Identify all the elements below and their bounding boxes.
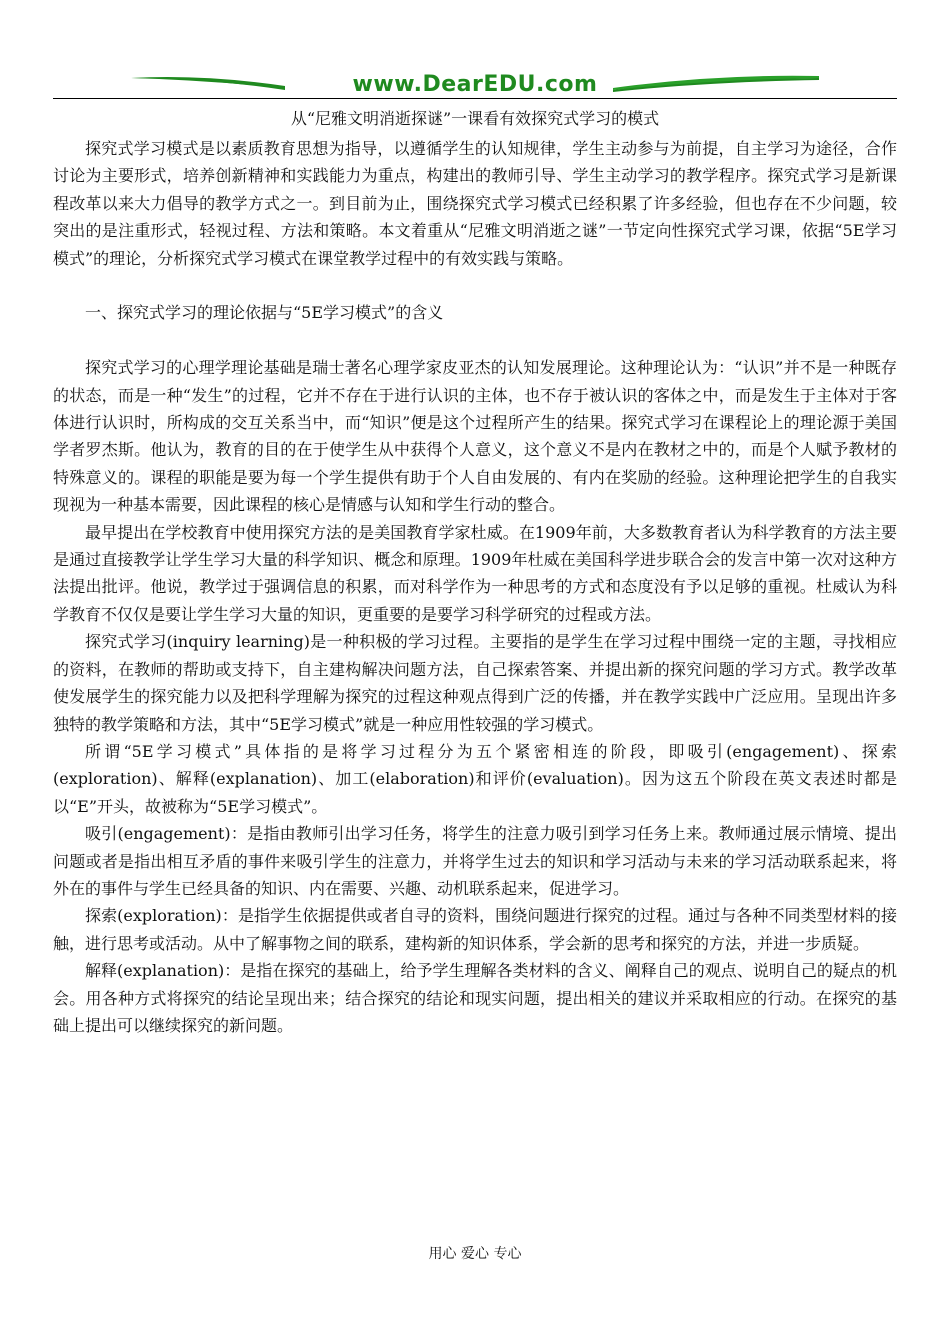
paragraph: 探究式学习的心理学理论基础是瑞士著名心理学家皮亚杰的认知发展理论。这种理论认为：“认识”并不是一种既存的状态，而是一种“发生”的过程，它并不存在于进行认识的主体，也不存于被认识的客体之中，而是发生于主体对于客体进行认识时，所构成的交互关系当中，而“知识”便是这个过程所产生的结果。探究式学习在课程论上的理论源于美国学者罗杰斯。他认为，教育的目的在于使学生从中获得个人意义，这个意义不是内在教材之中的，而是个人赋予教材的特殊意义的。课程的职能是要为每一个学生提供有助于个人自由发展的、有内在奖励的经验。这种理论把学生的自我实现视为一种基本需要，因此课程的核心是情感与认知和学生行动的整合。 bbox=[53, 358, 897, 515]
paragraph: 解释(explanation)：是指在探究的基础上，给予学生理解各类材料的含义、阐释自己的观点、说明自己的疑点的机会。用各种方式将探究的结论呈现出来；结合探究的结论和现实问题，提出相关的建议并采取相应的行动。在探究的基础上提出可以继续探究的新问题。 bbox=[53, 961, 897, 1035]
paragraph: 探索(exploration)：是指学生依据提供或者自寻的资料，围绕问题进行探究的过程。通过与各种不同类型材料的接触，进行思考或活动。从中了解事物之间的联系，建构新的知识体系，学会新的思考和探究的方法，并进一步质疑。 bbox=[53, 906, 897, 953]
document-title: 从“尼雅文明消逝探谜”一课看有效探究式学习的模式 bbox=[290, 109, 660, 128]
document-body bbox=[53, 135, 897, 1039]
spacer bbox=[53, 272, 897, 299]
paragraph: 最早提出在学校教育中使用探究方法的是美国教育学家杜威。在1909年前，大多数教育者认为科学教育的方法主要是通过直接教学让学生学习大量的科学知识、概念和原理。1909年杜威在美国科学进步联合会的发言中第一次对这种方法提出批评。他说，教学过于强调信息的积累，而对科学作为一种思考的方式和态度没有予以足够的重视。杜威认为科学教育不仅仅是要让学生学习大量的知识，更重要的是要学习科学研究的过程或方法。 bbox=[53, 522, 897, 624]
spacer bbox=[53, 327, 897, 354]
section-heading: 一、探究式学习的理论依据与“5E学习模式”的含义 bbox=[85, 303, 444, 323]
page-footer: 用心 爱心 专心 bbox=[428, 1246, 522, 1262]
paragraph: 探究式学习(inquiry learning)是一种积极的学习过程。主要指的是学生在学习过程中围绕一定的主题，寻找相应的资料，在教师的帮助或支持下，自主建构解决问题方法，自己探索答案、并提出新的探究问题的学习方式。教学改革使发展学生的探究能力以及把科学理解为探究的过程这种观点得到广泛的传播，并在教学实践中广泛应用。呈现出许多独特的教学策略和方法，其中“5E学习模式”就是一种应用性较强的学习模式。 bbox=[53, 632, 897, 734]
site-logo-text: www.DearEDU.com bbox=[352, 72, 598, 97]
paragraph: 吸引(engagement)：是指由教师引出学习任务，将学生的注意力吸引到学习任务上来。教师通过展示情境、提出问题或者是指出相互矛盾的事件来吸引学生的注意力，并将学生过去的知识和学习活动与未来的学习活动联系起来，将外在的事件与学生已经具备的知识、内在需要、兴趣、动机联系起来，促进学习。 bbox=[53, 824, 897, 898]
header-divider bbox=[53, 98, 897, 99]
paragraph-intro: 探究式学习模式是以素质教育思想为指导，以遵循学生的认知规律，学生主动参与为前提，自主学习为途径，合作讨论为主要形式，培养创新精神和实践能力为重点，构建出的教师引导、学生主动学习的教学程序。探究式学习是新课程改革以来大力倡导的教学方式之一。到目前为止，围绕探究式学习模式已经积累了许多经验，但也存在不少问题，较突出的是注重形式，轻视过程、方法和策略。本文着重从“尼雅文明消逝之谜”一节定向性探究式学习课，依据“5E学习模式”的理论，分析探究式学习模式在课堂教学过程中的有效实践与策略。 bbox=[53, 139, 897, 268]
paragraph: 所谓“5E学习模式”具体指的是将学习过程分为五个紧密相连的阶段，即吸引(engagement)、探索(exploration)、解释(explanation)、加工(elaboration)和评价(evaluation)。因为这五个阶段在英文表述时都是以“E”开头，故被称为“5E学习模式”。 bbox=[53, 741, 897, 816]
